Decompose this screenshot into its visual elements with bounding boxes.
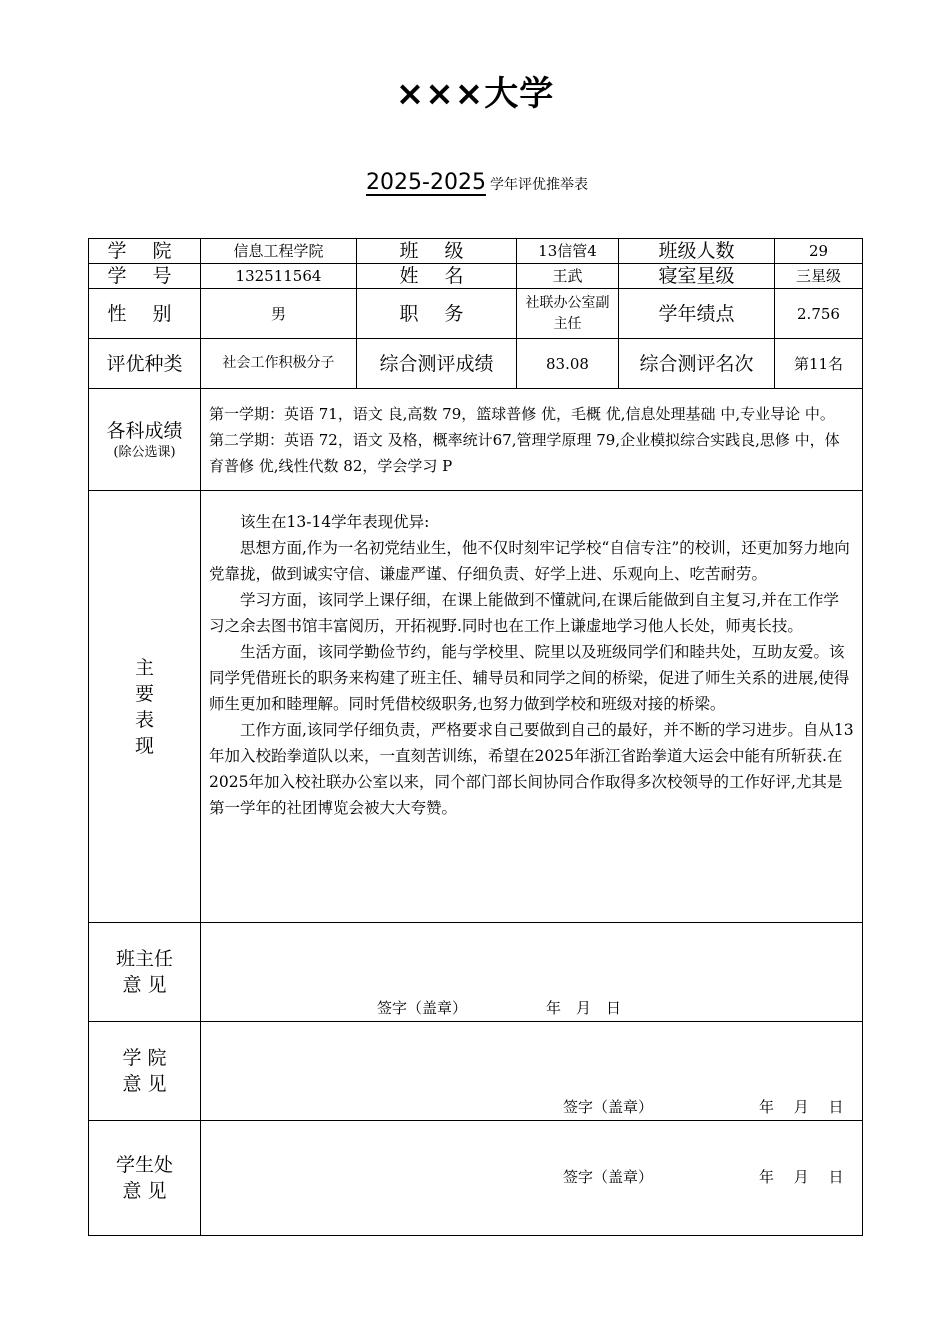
row-gender	[89, 289, 863, 339]
student-office-label-2: 意 见	[122, 1180, 167, 1202]
head-teacher-label-1: 班主任	[115, 948, 173, 970]
gpa-value: 2.756	[775, 289, 863, 339]
student-id-label: 学 号	[89, 264, 201, 289]
college-signature: 签字（盖章）	[563, 1098, 654, 1116]
eval-rank-label: 综合测评名次	[619, 339, 775, 389]
performance-label-1: 主	[134, 656, 154, 679]
performance-life: 生活方面，该同学勤俭节约，能与学校里、院里以及班级同学们和睦共处，互助友爱。该同学凭借班长的职务来构建了班主任、辅导员和同学之间的桥梁，促进了师生关系的进展,使得师生更加和睦理解。同时凭借校级职务,也努力做到学校和班级对接的桥梁。	[209, 643, 850, 713]
form-subtitle	[0, 170, 950, 195]
head-teacher-signature: 签字（盖章）	[377, 999, 468, 1017]
name-label: 姓 名	[357, 264, 517, 289]
college-date: 年 月 日	[759, 1098, 844, 1116]
grades-sublabel: (除公选课)	[113, 444, 176, 460]
grades-label: 各科成绩	[106, 419, 183, 442]
college-label: 学 院	[89, 239, 201, 264]
position-label: 职 务	[357, 289, 517, 339]
performance-ideology: 思想方面,作为一名初党结业生，他不仅时刻牢记学校“自信专注”的校训，还更加努力地向党靠拢，做到诚实守信、谦虚严谨、仔细负责、好学上进、乐观向上、吃苦耐劳。	[209, 539, 850, 583]
dorm-rating-label: 寝室星级	[619, 264, 775, 289]
semester1-grades: 第一学期：英语 71，语文 良,高数 79，篮球普修 优，毛概 优,信息处理基础 中,专业导论 中。	[209, 404, 835, 423]
performance-work: 工作方面,该同学仔细负责，严格要求自己要做到自己的最好，并不断的学习进步。自从13年加入校跆拳道队以来，一直刻苦训练，希望在2025年浙江省跆拳道大运会中能有所斩获.在2025年加入校社联办公室以来，同个部门部长间协同合作取得多次校领导的工作好评,尤其是第一学年的社团博览会被大大夸赞。	[209, 721, 854, 817]
student-office-label-cell	[89, 1121, 201, 1236]
grades-label-cell	[89, 389, 201, 491]
student-office-date: 年 月 日	[759, 1168, 844, 1186]
head-teacher-date: 年 月 日	[546, 999, 622, 1017]
head-teacher-label-2: 意 见	[122, 974, 167, 996]
eval-score-value: 83.08	[517, 339, 619, 389]
class-size-label: 班级人数	[619, 239, 775, 264]
gender-value: 男	[201, 289, 357, 339]
eval-rank-value: 第11名	[775, 339, 863, 389]
performance-label-3: 表	[134, 708, 154, 731]
class-value: 13信管4	[517, 239, 619, 264]
college-opinion-label-2: 意 见	[122, 1073, 167, 1095]
year-range: 2025-2025	[366, 170, 486, 195]
gender-label: 性 别	[89, 289, 201, 339]
college-value: 信息工程学院	[201, 239, 357, 264]
performance-intro: 该生在13-14学年表现优异:	[240, 513, 430, 531]
performance-label-4: 现	[134, 734, 154, 757]
class-label: 班 级	[357, 239, 517, 264]
row-college-opinion	[89, 1022, 863, 1121]
head-teacher-opinion-cell	[201, 923, 863, 1022]
performance-label-cell	[89, 491, 201, 923]
dorm-rating-value: 三星级	[775, 264, 863, 289]
row-student-office-opinion	[89, 1121, 863, 1236]
grades-content	[201, 389, 863, 491]
row-performance	[89, 491, 863, 923]
row-college	[89, 239, 863, 264]
nomination-form-table	[88, 238, 863, 1236]
performance-label-2: 要	[134, 682, 154, 705]
class-size-value: 29	[775, 239, 863, 264]
head-teacher-label-cell	[89, 923, 201, 1022]
student-office-opinion-cell	[201, 1121, 863, 1236]
form-title: 学年评优推举表	[489, 177, 588, 193]
university-title: ×××大学	[395, 74, 555, 114]
position-value: 社联办公室副主任	[517, 289, 619, 339]
row-grades	[89, 389, 863, 491]
student-office-signature: 签字（盖章）	[563, 1168, 654, 1186]
row-head-teacher-opinion	[89, 923, 863, 1022]
row-award-type	[89, 339, 863, 389]
college-opinion-label-cell	[89, 1022, 201, 1121]
semester2-grades: 第二学期：英语 72，语文 及格，概率统计67,管理学原理 79,企业模拟综合实践良,思修 中，体育普修 优,线性代数 82，学会学习 P	[209, 430, 840, 475]
name-value: 王武	[517, 264, 619, 289]
gpa-label: 学年绩点	[619, 289, 775, 339]
award-type-label: 评优种类	[89, 339, 201, 389]
award-type-value: 社会工作积极分子	[201, 339, 357, 389]
college-opinion-label-1: 学 院	[122, 1047, 167, 1069]
performance-study: 学习方面，该同学上课仔细，在课上能做到不懂就问,在课后能做到自主复习,并在工作学习之余去图书馆丰富阅历，开拓视野.同时也在工作上谦虚地学习他人长处，师夷长技。	[209, 591, 839, 635]
row-student-id	[89, 264, 863, 289]
student-office-label-1: 学生处	[115, 1154, 173, 1176]
performance-content	[201, 491, 863, 923]
eval-score-label: 综合测评成绩	[357, 339, 517, 389]
college-opinion-cell	[201, 1022, 863, 1121]
student-id-value: 132511564	[201, 264, 357, 289]
